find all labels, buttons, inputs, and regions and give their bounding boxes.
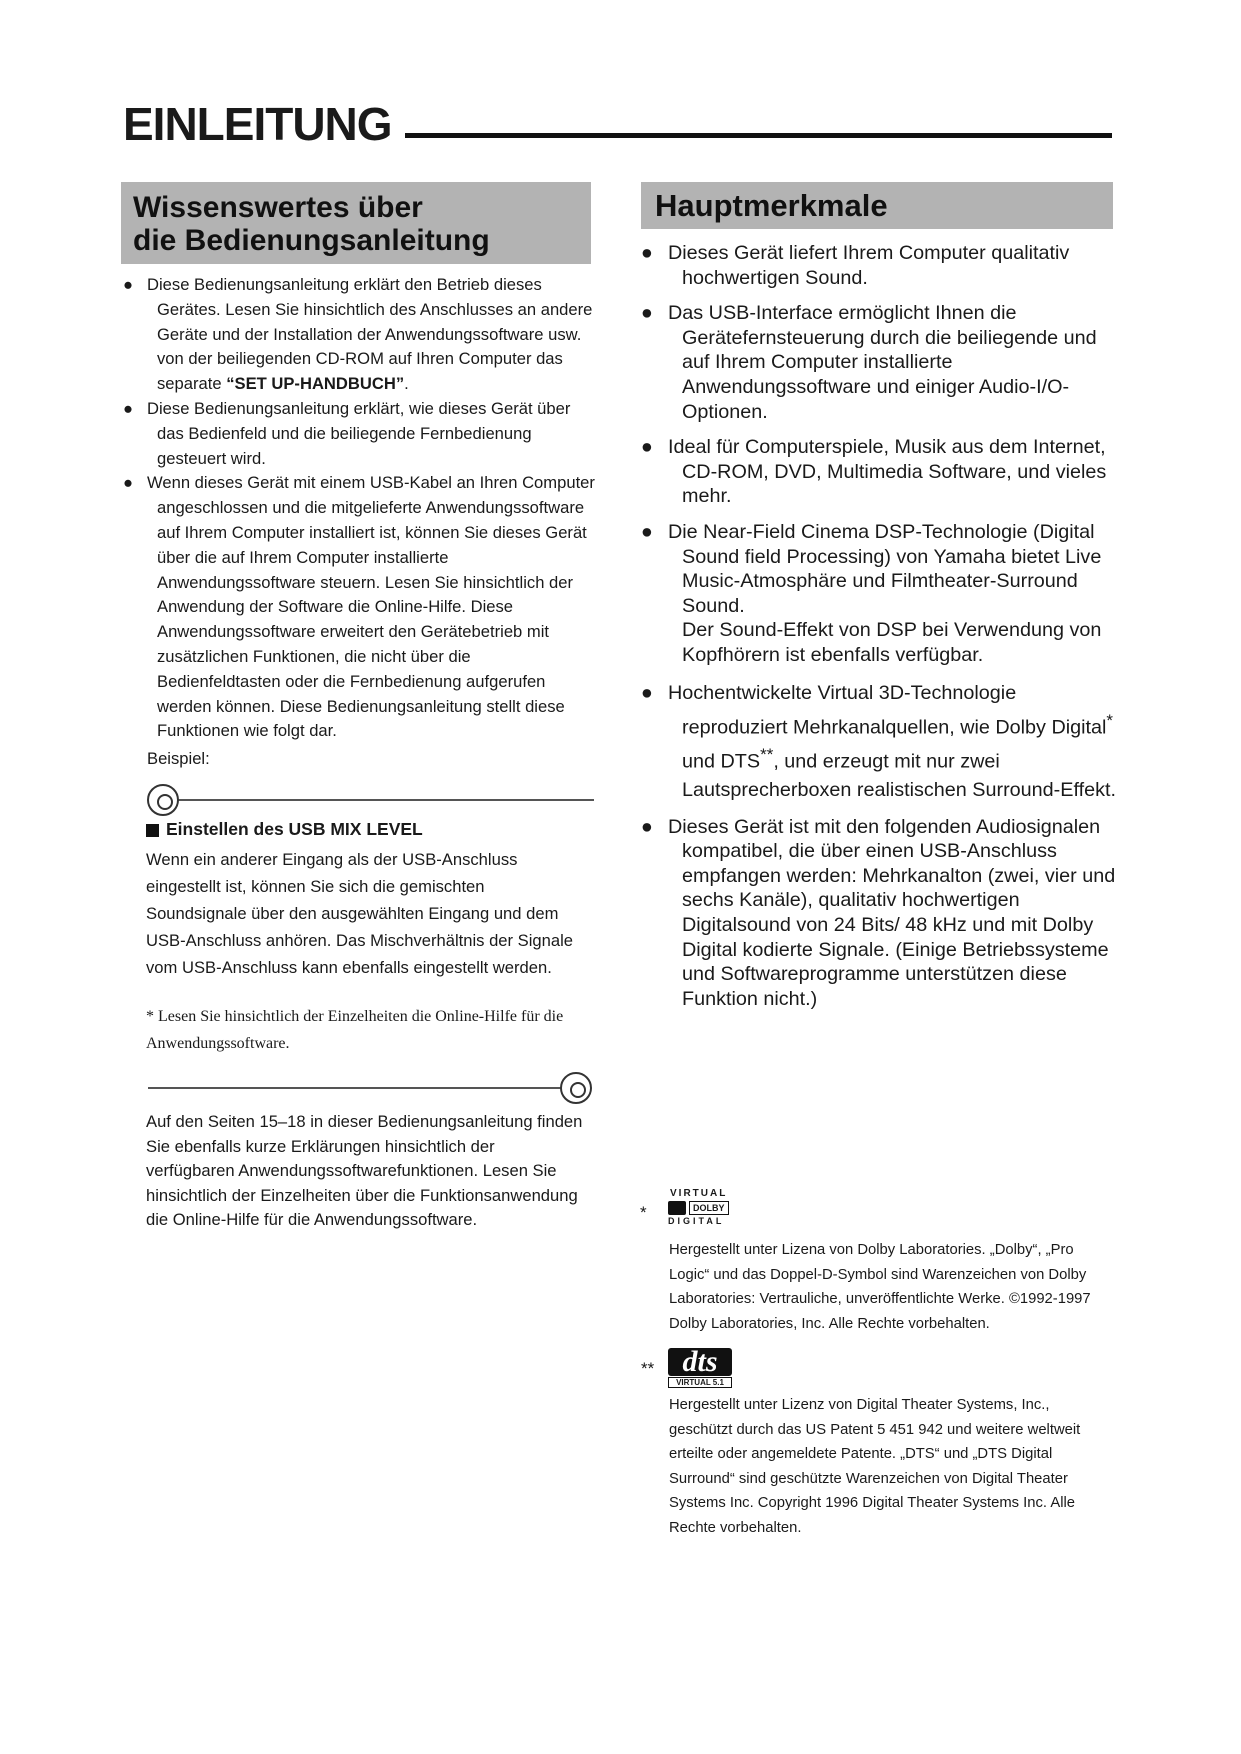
dts-virtual-logo [668,1345,732,1387]
example-note: * Lesen Sie hinsichtlich der Einzelheiten die Online-Hilfe für die Anwendungssoftware. [146,1008,564,1052]
list-item [641,435,1121,509]
dts-license-text: Hergestellt unter Lizenz von Digital Theater Systems, Inc., geschützt durch das US Patent 5 451 942 und weitere weltweit erteilte oder angemeldete Patente. „DTS“ und „DTS Digital Surround“ sind geschützte Warenzeichen von Digital Theater Systems Inc. Copyright 1996 Digital Theater Systems Inc. Alle Rechte vorbehalten. [669,1397,1081,1536]
example-title: Einstellen des USB MIX LEVEL [166,819,423,839]
feature-text-continued: Der Sound-Effekt von DSP bei Verwendung von Kopfhörern ist ebenfalls verfügbar. [682,619,1102,666]
dolby-virtual-logo [668,1188,748,1234]
bullet: ● [641,436,653,459]
bullet: ● [641,815,653,838]
list-item [641,520,1121,668]
list-item [123,397,598,471]
dts-logo-sub: VIRTUAL 5.1 [668,1377,732,1388]
paragraph-text: Wenn dieses Gerät mit einem USB-Kabel an Ihren Computer angeschlossen und die mitgelieferte Anwendungssoftware auf Ihrem Computer installiert ist, können Sie dieses Gerät über die auf Ihrem Computer installierte Anwendungssoftware steuern. Lesen Sie hinsichtlich der Anwendung der Software die Online-Hilfe. Diese Anwendungssoftware erweitert den Gerätebetrieb mit zusätzlichen Funktionen, die nicht über die Bedienfeldtasten oder die Fernbedienung aufgerufen werden können. Diese Bedienungsanleitung stellt diese Funktionen wie folgt dar. [147,473,595,741]
dolby-logo-mid: DOLBY [689,1201,729,1215]
feature-text: Dieses Gerät liefert Ihrem Computer qualitativ hochwertigen Sound. [668,242,1070,289]
feature-text: Hochentwickelte Virtual 3D-Technologie reproduziert Mehrkanalquellen, wie Dolby Digital [668,681,1107,739]
software-functions-note: Auf den Seiten 15–18 in dieser Bedienungsanleitung finden Sie ebenfalls kurze Erklärungen hinsichtlich der verfügbaren Anwendungssoftwarefunktionen. Lesen Sie hinsichtlich der Einzelheiten über die Funktionsanwendung die Online-Hilfe für die Anwendungssoftware. [146,1112,583,1230]
section-heading-features: Hauptmerkmale [641,182,1113,229]
section-heading-about-manual [121,182,591,264]
feature-text: Dieses Gerät ist mit den folgenden Audiosignalen kompatibel, die über einen USB-Anschluss empfangen werden: Mehrkanalton (zwei, vier und sechs Kanäle), qualitativ hochwertigen Digitalsound von 24 Bits/ 48 kHz und mit Dolby Digital kodierte Signale. (Einige Betriebssysteme und Softwareprogramme unterstützen diese Funktion nicht.) [668,815,1116,1010]
dolby-logo-bottom: DIGITAL [668,1216,725,1226]
example-bottom-rule [148,1087,563,1089]
heading-line-2: die Bedienungsanleitung [133,224,490,257]
cd-rom-icon [147,784,179,816]
heading-line-1: Wissenswertes über [133,191,423,224]
example-label: Beispiel: [147,749,210,769]
page-title: EINLEITUNG [123,98,392,150]
dolby-logo-top: VIRTUAL [670,1188,728,1199]
footnote-marker: * [1106,710,1114,730]
cd-rom-icon [560,1072,592,1104]
footnote-marker: ** [760,745,774,765]
setup-handbook-name: “SET UP-HANDBUCH” [226,374,405,394]
list-item [123,471,598,744]
feature-text: Die Near-Field Cinema DSP-Technologie (Digital Sound field Processing) von Yamaha bietet Live Music-Atmosphäre und Filmtheater-Surround Sound. [668,520,1102,617]
list-item [641,241,1121,290]
example-body: Wenn ein anderer Eingang als der USB-Anschluss eingestellt ist, können Sie sich die gemischten Soundsignale über den ausgewählten Eingang und dem USB-Anschluss anhören. Das Mischverhältnis der Signale vom USB-Anschluss kann ebenfalls eingestellt werden. [146,850,574,977]
features-bullet-list [641,241,1121,1022]
paragraph-end: . [404,374,409,394]
paragraph-text: Diese Bedienungsanleitung erklärt den Betrieb dieses Gerätes. Lesen Sie hinsichtlich des Anschlusses an andere Geräte und der Installation der Anwendungssoftware usw. von der beiliegenden CD-ROM auf Ihren Computer das separate [147,275,593,394]
example-top-rule [162,799,594,801]
paragraph-text: Diese Bedienungsanleitung erklärt, wie dieses Gerät über das Bedienfeld und die beiliegende Fernbedienung gesteuert wird. [147,398,571,468]
bullet: ● [123,473,134,493]
footnote-marker: * [640,1203,647,1222]
feature-text: Ideal für Computerspiele, Musik aus dem Internet, CD-ROM, DVD, Multimedia Software, und vieles mehr. [668,436,1107,508]
bullet: ● [641,302,653,325]
bullet: ● [641,242,653,264]
title-rule [405,133,1112,138]
bullet: ● [123,275,134,294]
dolby-license-text: Hergestellt unter Lizena von Dolby Laboratories. „Dolby“, „Pro Logic“ und das Doppel-D-Symbol sind Warenzeichen von Dolby Laboratories: Vertrauliche, unveröffentlichte Werke. ©1992-1997 Dolby Laboratories, Inc. Alle Rechte vorbehalten. [669,1242,1091,1332]
intro-bullet-list [123,273,598,772]
list-item [123,273,598,397]
list-item [641,815,1121,1012]
bullet: ● [123,398,134,418]
bullet: ● [641,681,653,704]
feature-text: und DTS [682,750,761,773]
bullet: ● [641,520,653,543]
list-item [641,301,1121,424]
feature-text: , und erzeugt mit nur zwei Lautsprecherboxen realistischen Surround-Effekt. [682,750,1116,801]
square-marker-icon [146,824,159,837]
dts-logo-mark: dts [668,1348,732,1376]
list-item [641,679,1121,804]
double-d-icon [668,1201,686,1215]
feature-text: Das USB-Interface ermöglicht Ihnen die Gerätefernsteuerung durch die beiliegende und auf Ihrem Computer installierte Anwendungssoftware und einiger Audio-I/O-Optionen. [668,302,1097,423]
footnote-marker: ** [641,1359,655,1378]
